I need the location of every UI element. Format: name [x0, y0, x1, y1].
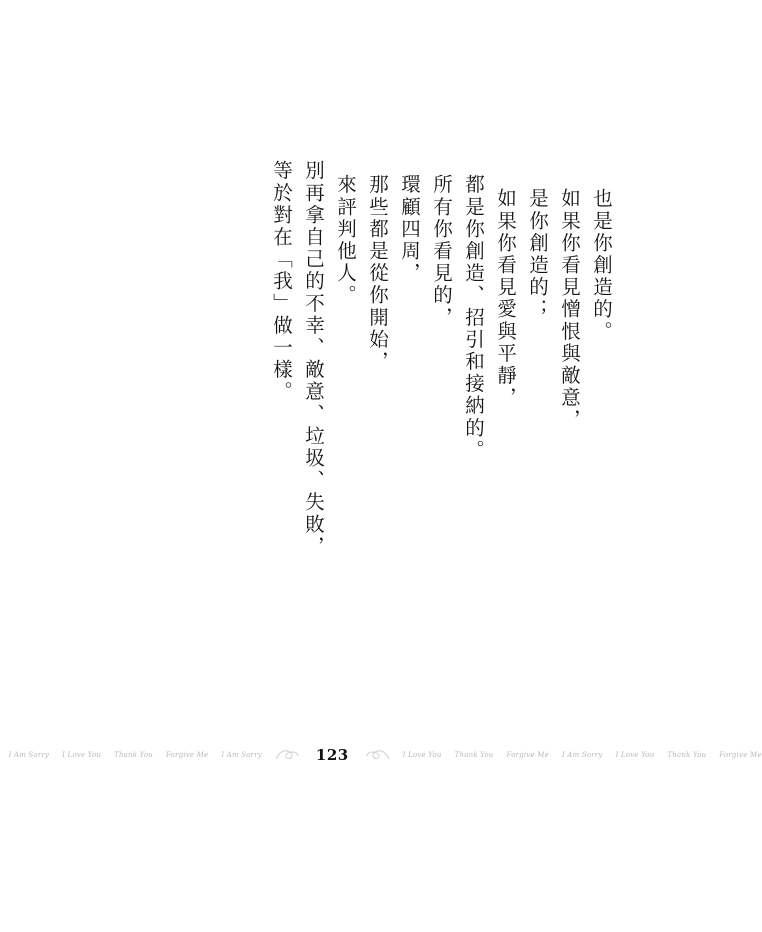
page-footer: [0, 742, 762, 768]
swirl-ornament-icon: [275, 747, 299, 763]
watermark-word: Forgive Me: [719, 751, 762, 759]
text-column: 所有你看見的，: [430, 174, 453, 329]
watermark-word: Thank You: [114, 751, 153, 759]
text-column: 是你創造的；: [526, 188, 549, 321]
text-column: 也是你創造的。: [590, 188, 613, 343]
text-column: 環顧四周，: [398, 174, 421, 285]
swirl-ornament-icon: [366, 747, 390, 763]
footer-ornament-strip: [0, 746, 762, 764]
watermark-word: I Am Sorry: [561, 751, 603, 759]
text-column: 如果你看見愛與平靜，: [494, 188, 517, 409]
vertical-text-body: [272, 160, 612, 720]
watermark-word: Thank You: [667, 751, 707, 759]
watermark-word: I Love You: [615, 751, 655, 759]
watermark-word: I Love You: [402, 751, 442, 759]
watermark-word: Thank You: [454, 751, 494, 759]
watermark-word: I Am Sorry: [221, 751, 262, 759]
text-column: 別再拿自己的不幸、敵意、垃圾、失敗，: [302, 160, 325, 558]
text-column: 等於對在「我」做一樣。: [270, 160, 293, 404]
watermark-word: Forgive Me: [165, 751, 209, 759]
text-column: 那些都是從你開始，: [366, 174, 389, 373]
text-column: 都是你創造、招引和接納的。: [462, 174, 485, 462]
page-number: 123: [315, 746, 349, 764]
watermark-word: I Am Sorry: [8, 751, 50, 759]
watermark-word: I Love You: [62, 751, 102, 759]
text-column: 如果你看見憎恨與敵意，: [558, 188, 581, 432]
text-column: 來評判他人。: [334, 174, 357, 307]
watermark-word: Forgive Me: [506, 751, 549, 759]
